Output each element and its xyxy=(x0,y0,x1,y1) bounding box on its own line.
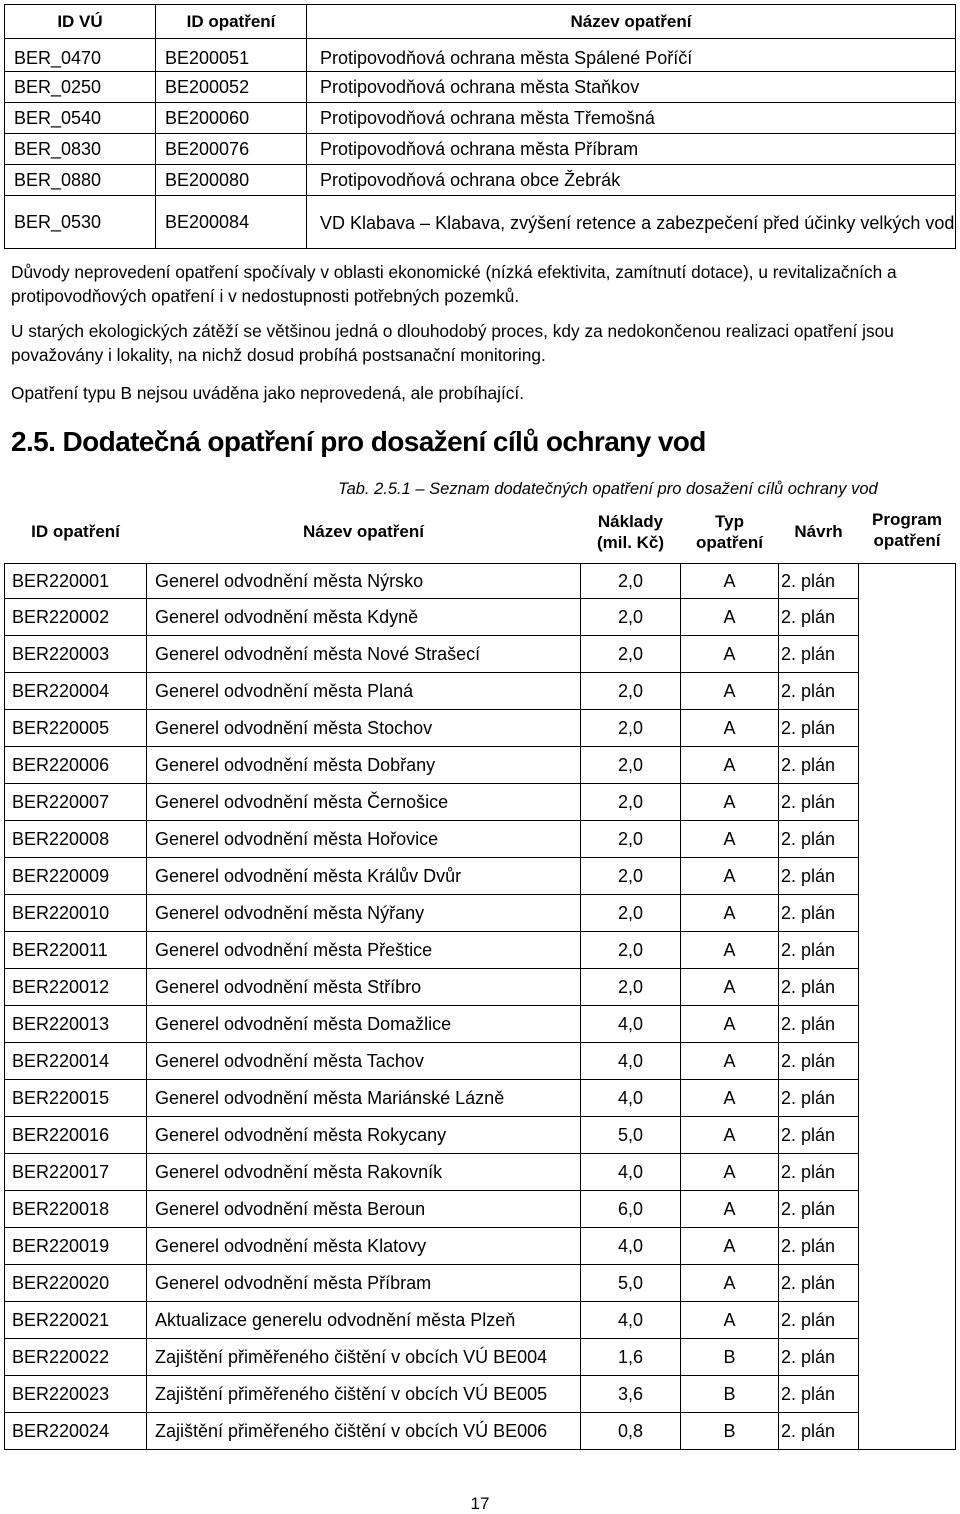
col-header-id-vu: ID VÚ xyxy=(5,5,156,39)
cell-naklady: 2,0 xyxy=(581,969,681,1006)
cell-id-opatreni: BE200052 xyxy=(156,72,307,103)
cell-naklady: 2,0 xyxy=(581,636,681,673)
unrealized-measures-table xyxy=(4,4,956,249)
col-header-program: Program opatření xyxy=(872,510,942,550)
cell-naklady: 2,0 xyxy=(581,821,681,858)
cell-nazev: Zajištění přiměřeného čištění v obcích VÚ BE006 xyxy=(147,1413,581,1450)
cell-nazev: Generel odvodnění města Králův Dvůr xyxy=(147,858,581,895)
cell-id: BER220015 xyxy=(5,1080,147,1117)
col-header-id: ID opatření xyxy=(31,522,120,541)
cell-typ: A xyxy=(681,1154,779,1191)
cell-typ: A xyxy=(681,1228,779,1265)
cell-navrh: 2. plán xyxy=(779,636,859,673)
table-row xyxy=(5,599,956,636)
table-row xyxy=(5,673,956,710)
cell-navrh: 2. plán xyxy=(779,1376,859,1413)
cell-naklady: 2,0 xyxy=(581,932,681,969)
table-row xyxy=(5,1006,956,1043)
cell-nazev: Generel odvodnění města Nýrsko xyxy=(147,564,581,599)
table-row xyxy=(5,784,956,821)
table-row xyxy=(5,564,956,599)
cell-typ: A xyxy=(681,710,779,747)
cell-naklady: 2,0 xyxy=(581,599,681,636)
cell-typ: A xyxy=(681,784,779,821)
cell-typ: A xyxy=(681,747,779,784)
cell-id: BER220022 xyxy=(5,1339,147,1376)
table-row xyxy=(5,1043,956,1080)
cell-nazev: Generel odvodnění města Tachov xyxy=(147,1043,581,1080)
cell-nazev: Generel odvodnění města Dobřany xyxy=(147,747,581,784)
paragraph-reasons: Důvody neprovedení opatření spočívaly v oblasti ekonomické (nízká efektivita, zamítnutí dotace), u revitalizačních a protipovodňových opatření i v nedostupnosti potřebných pozemků. xyxy=(11,262,897,306)
cell-nazev: Protipovodňová ochrana města Třemošná xyxy=(307,103,956,134)
cell-typ: A xyxy=(681,858,779,895)
cell-id-vu: BER_0880 xyxy=(5,165,156,196)
cell-navrh: 2. plán xyxy=(779,1006,859,1043)
cell-naklady: 4,0 xyxy=(581,1080,681,1117)
cell-navrh: 2. plán xyxy=(779,932,859,969)
cell-navrh: 2. plán xyxy=(779,1413,859,1450)
cell-id: BER220020 xyxy=(5,1265,147,1302)
paragraph-type-b: Opatření typu B nejsou uváděna jako neprovedená, ale probíhající. xyxy=(11,383,525,403)
cell-naklady: 2,0 xyxy=(581,747,681,784)
cell-naklady: 5,0 xyxy=(581,1117,681,1154)
cell-id: BER220001 xyxy=(5,564,147,599)
cell-typ: A xyxy=(681,1043,779,1080)
table-row xyxy=(5,710,956,747)
cell-id: BER220010 xyxy=(5,895,147,932)
table-row xyxy=(5,932,956,969)
table-row xyxy=(5,196,956,249)
cell-id-opatreni: BE200080 xyxy=(156,165,307,196)
cell-typ: A xyxy=(681,1191,779,1228)
cell-nazev: Generel odvodnění města Stochov xyxy=(147,710,581,747)
cell-naklady: 2,0 xyxy=(581,784,681,821)
table-row xyxy=(5,72,956,103)
table-caption xyxy=(338,480,878,499)
cell-nazev: Protipovodňová ochrana města Příbram xyxy=(307,134,956,165)
section-heading: 2.5. Dodatečná opatření pro dosažení cílů ochrany vod xyxy=(11,426,706,457)
table-row xyxy=(5,1191,956,1228)
cell-navrh: 2. plán xyxy=(779,1080,859,1117)
paragraph-ecological-burdens: U starých ekologických zátěží se většinou jedná o dlouhodobý proces, kdy za nedokončenou realizaci opatření jsou považovány i lokality, na nichž dosud probíhá postsanační monitoring. xyxy=(11,321,894,365)
cell-typ: B xyxy=(681,1339,779,1376)
cell-typ: A xyxy=(681,564,779,599)
cell-typ: A xyxy=(681,1265,779,1302)
cell-typ: A xyxy=(681,673,779,710)
cell-program-empty xyxy=(859,564,956,1450)
cell-naklady: 5,0 xyxy=(581,1265,681,1302)
cell-nazev: Generel odvodnění města Rokycany xyxy=(147,1117,581,1154)
table-row xyxy=(5,134,956,165)
cell-id-vu: BER_0830 xyxy=(5,134,156,165)
table-row xyxy=(5,1376,956,1413)
cell-naklady: 4,0 xyxy=(581,1006,681,1043)
cell-typ: A xyxy=(681,895,779,932)
cell-nazev: Generel odvodnění města Nýřany xyxy=(147,895,581,932)
cell-id: BER220016 xyxy=(5,1117,147,1154)
cell-navrh: 2. plán xyxy=(779,895,859,932)
col-header-id-opatreni: ID opatření xyxy=(156,5,307,39)
table-row xyxy=(5,895,956,932)
cell-navrh: 2. plán xyxy=(779,1265,859,1302)
cell-id-opatreni: BE200084 xyxy=(156,196,307,249)
col-header-naklady: Náklady (mil. Kč) xyxy=(596,511,665,552)
cell-id: BER220023 xyxy=(5,1376,147,1413)
cell-navrh: 2. plán xyxy=(779,821,859,858)
table-caption-label: Tab. 2.5.1 xyxy=(338,480,411,498)
table-row xyxy=(5,636,956,673)
table-row xyxy=(5,103,956,134)
cell-id: BER220017 xyxy=(5,1154,147,1191)
table-row xyxy=(5,1265,956,1302)
cell-id: BER220014 xyxy=(5,1043,147,1080)
cell-navrh: 2. plán xyxy=(779,1117,859,1154)
cell-typ: A xyxy=(681,636,779,673)
cell-naklady: 2,0 xyxy=(581,564,681,599)
cell-naklady: 4,0 xyxy=(581,1228,681,1265)
cell-nazev: Protipovodňová ochrana města Staňkov xyxy=(307,72,956,103)
cell-navrh: 2. plán xyxy=(779,969,859,1006)
cell-typ: A xyxy=(681,821,779,858)
cell-navrh: 2. plán xyxy=(779,564,859,599)
cell-naklady: 6,0 xyxy=(581,1191,681,1228)
cell-naklady: 4,0 xyxy=(581,1154,681,1191)
table-row xyxy=(5,969,956,1006)
cell-naklady: 2,0 xyxy=(581,858,681,895)
cell-id: BER220008 xyxy=(5,821,147,858)
cell-navrh: 2. plán xyxy=(779,1043,859,1080)
cell-id: BER220013 xyxy=(5,1006,147,1043)
col-header-nazev: Název opatření xyxy=(303,522,424,541)
cell-naklady: 2,0 xyxy=(581,895,681,932)
cell-nazev: Generel odvodnění města Beroun xyxy=(147,1191,581,1228)
table-row xyxy=(5,747,956,784)
cell-id: BER220007 xyxy=(5,784,147,821)
table-caption-text: – Seznam dodatečných opatření pro dosažení cílů ochrany vod xyxy=(410,480,878,498)
cell-naklady: 2,0 xyxy=(581,710,681,747)
cell-typ: B xyxy=(681,1413,779,1450)
cell-nazev: Protipovodňová ochrana obce Žebrák xyxy=(307,165,956,196)
cell-nazev: Generel odvodnění města Domažlice xyxy=(147,1006,581,1043)
cell-nazev: Generel odvodnění města Černošice xyxy=(147,784,581,821)
cell-typ: A xyxy=(681,1117,779,1154)
cell-navrh: 2. plán xyxy=(779,599,859,636)
cell-nazev: Generel odvodnění města Nové Strašecí xyxy=(147,636,581,673)
table-header-row xyxy=(5,500,956,564)
cell-navrh: 2. plán xyxy=(779,1339,859,1376)
cell-navrh: 2. plán xyxy=(779,747,859,784)
cell-naklady: 4,0 xyxy=(581,1302,681,1339)
cell-nazev: Generel odvodnění města Přeštice xyxy=(147,932,581,969)
cell-navrh: 2. plán xyxy=(779,858,859,895)
cell-id: BER220003 xyxy=(5,636,147,673)
cell-navrh: 2. plán xyxy=(779,1191,859,1228)
col-header-nazev: Název opatření xyxy=(307,5,956,39)
cell-nazev: Generel odvodnění města Kdyně xyxy=(147,599,581,636)
cell-id: BER220024 xyxy=(5,1413,147,1450)
page-number: 17 xyxy=(470,1494,490,1513)
cell-nazev: Aktualizace generelu odvodnění města Plzeň xyxy=(147,1302,581,1339)
cell-id: BER220002 xyxy=(5,599,147,636)
cell-navrh: 2. plán xyxy=(779,784,859,821)
cell-typ: A xyxy=(681,1006,779,1043)
cell-nazev: Generel odvodnění města Hořovice xyxy=(147,821,581,858)
cell-nazev: Protipovodňová ochrana města Spálené Poříčí xyxy=(307,39,956,72)
cell-id-opatreni: BE200060 xyxy=(156,103,307,134)
table-header-row xyxy=(5,5,956,39)
table-row xyxy=(5,821,956,858)
cell-navrh: 2. plán xyxy=(779,1228,859,1265)
table-row xyxy=(5,1413,956,1450)
cell-id: BER220018 xyxy=(5,1191,147,1228)
cell-nazev: Generel odvodnění města Stříbro xyxy=(147,969,581,1006)
cell-typ: A xyxy=(681,932,779,969)
cell-naklady: 3,6 xyxy=(581,1376,681,1413)
cell-id: BER220005 xyxy=(5,710,147,747)
table-row xyxy=(5,1302,956,1339)
cell-navrh: 2. plán xyxy=(779,673,859,710)
col-header-typ: Typ opatření xyxy=(695,511,764,552)
cell-naklady: 2,0 xyxy=(581,673,681,710)
cell-naklady: 0,8 xyxy=(581,1413,681,1450)
cell-nazev: Generel odvodnění města Mariánské Lázně xyxy=(147,1080,581,1117)
cell-nazev: Generel odvodnění města Příbram xyxy=(147,1265,581,1302)
cell-id-opatreni: BE200051 xyxy=(156,39,307,72)
cell-id: BER220021 xyxy=(5,1302,147,1339)
cell-id: BER220009 xyxy=(5,858,147,895)
cell-id-vu: BER_0530 xyxy=(5,196,156,249)
cell-naklady: 1,6 xyxy=(581,1339,681,1376)
cell-naklady: 4,0 xyxy=(581,1043,681,1080)
table-row xyxy=(5,1154,956,1191)
cell-typ: A xyxy=(681,1302,779,1339)
additional-measures-table xyxy=(4,500,956,1450)
table-row xyxy=(5,39,956,72)
cell-nazev: Generel odvodnění města Rakovník xyxy=(147,1154,581,1191)
cell-nazev: Generel odvodnění města Planá xyxy=(147,673,581,710)
cell-navrh: 2. plán xyxy=(779,710,859,747)
cell-nazev: Zajištění přiměřeného čištění v obcích VÚ BE004 xyxy=(147,1339,581,1376)
table-row xyxy=(5,1339,956,1376)
table-row xyxy=(5,1080,956,1117)
cell-typ: B xyxy=(681,1376,779,1413)
cell-id: BER220004 xyxy=(5,673,147,710)
cell-id: BER220011 xyxy=(5,932,147,969)
cell-navrh: 2. plán xyxy=(779,1302,859,1339)
cell-nazev: Zajištění přiměřeného čištění v obcích VÚ BE005 xyxy=(147,1376,581,1413)
cell-typ: A xyxy=(681,1080,779,1117)
table-row xyxy=(5,165,956,196)
cell-nazev: Generel odvodnění města Klatovy xyxy=(147,1228,581,1265)
cell-id: BER220006 xyxy=(5,747,147,784)
cell-nazev: VD Klabava – Klabava, zvýšení retence a zabezpečení před účinky velkých vod xyxy=(307,196,956,249)
cell-id: BER220019 xyxy=(5,1228,147,1265)
cell-id-vu: BER_0470 xyxy=(5,39,156,72)
table-row xyxy=(5,858,956,895)
table-row xyxy=(5,1117,956,1154)
cell-id: BER220012 xyxy=(5,969,147,1006)
table-row xyxy=(5,1228,956,1265)
cell-navrh: 2. plán xyxy=(779,1154,859,1191)
col-header-navrh: Návrh xyxy=(794,522,843,541)
cell-typ: A xyxy=(681,599,779,636)
cell-id-opatreni: BE200076 xyxy=(156,134,307,165)
cell-id-vu: BER_0250 xyxy=(5,72,156,103)
cell-typ: A xyxy=(681,969,779,1006)
cell-id-vu: BER_0540 xyxy=(5,103,156,134)
